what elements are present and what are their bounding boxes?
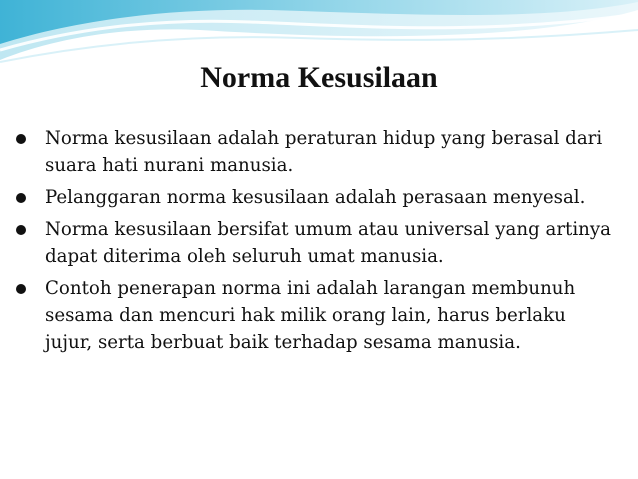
bullet-icon bbox=[16, 134, 26, 144]
bullet-item bbox=[14, 275, 614, 356]
bullet-icon bbox=[16, 225, 26, 235]
bullet-item bbox=[14, 184, 614, 211]
bullet-icon bbox=[16, 193, 26, 203]
bullet-text: Norma kesusilaan adalah peraturan hidup yang berasal dari suara hati nurani manusia. bbox=[45, 128, 603, 176]
bullet-text: Norma kesusilaan bersifat umum atau universal yang artinya dapat diterima oleh seluruh umat manusia. bbox=[45, 219, 612, 267]
bullet-item bbox=[14, 216, 614, 270]
bullet-text: Contoh penerapan norma ini adalah larangan membunuh sesama dan mencuri hak milik orang lain, harus berlaku jujur, serta berbuat baik terhadap sesama manusia. bbox=[45, 278, 576, 353]
bullet-item bbox=[14, 125, 614, 179]
slide-title: Norma Kesusilaan bbox=[200, 61, 438, 94]
bullet-list bbox=[14, 125, 614, 361]
bullet-text: Pelanggaran norma kesusilaan adalah perasaan menyesal. bbox=[45, 187, 586, 208]
bullet-icon bbox=[16, 284, 26, 294]
